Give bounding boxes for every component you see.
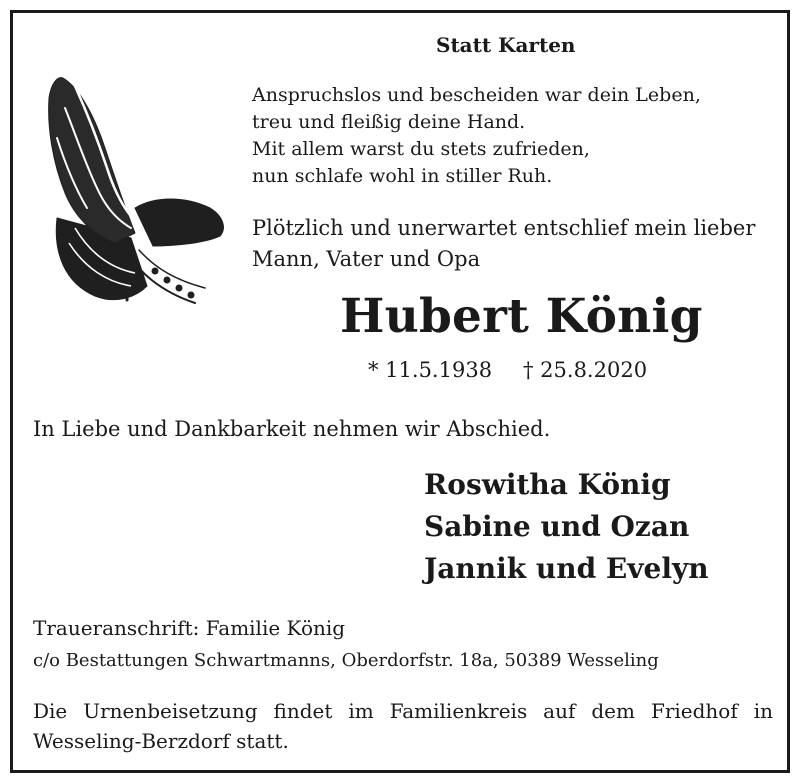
intro-line: Plötzlich und unerwartet entschlief mein lieber xyxy=(252,216,756,240)
mourner-name: Roswitha König xyxy=(424,468,671,501)
birth-date: * 11.5.1938 xyxy=(368,358,493,382)
intro-text xyxy=(252,213,755,275)
poem-line: Anspruchslos und bescheiden war dein Leben, xyxy=(252,84,701,106)
burial-text: Die Urnenbeisetzung findet im Familienkreis auf dem Friedhof in Wesseling-Berzdorf statt. xyxy=(33,699,773,753)
address-label: Traueranschrift: Familie König xyxy=(33,616,346,640)
death-date: † 25.8.2020 xyxy=(523,358,648,382)
poem-line: Mit allem warst du stets zufrieden, xyxy=(252,138,590,160)
address-line: c/o Bestattungen Schwartmanns, Oberdorfstr. 18a, 50389 Wesseling xyxy=(33,650,659,671)
praying-hands-icon xyxy=(35,68,235,318)
poem-line: nun schlafe wohl in stiller Ruh. xyxy=(252,165,553,187)
heading: Statt Karten xyxy=(436,33,576,57)
poem-line: treu und fleißig deine Hand. xyxy=(252,111,526,133)
poem xyxy=(252,82,701,190)
deceased-name: Hubert König xyxy=(340,289,703,344)
intro-line: Mann, Vater und Opa xyxy=(252,247,481,271)
mourner-name: Jannik und Evelyn xyxy=(424,552,709,585)
mourners-list xyxy=(424,464,709,590)
mourner-name: Sabine und Ozan xyxy=(424,510,690,543)
farewell-text: In Liebe und Dankbarkeit nehmen wir Abschied. xyxy=(33,417,551,441)
